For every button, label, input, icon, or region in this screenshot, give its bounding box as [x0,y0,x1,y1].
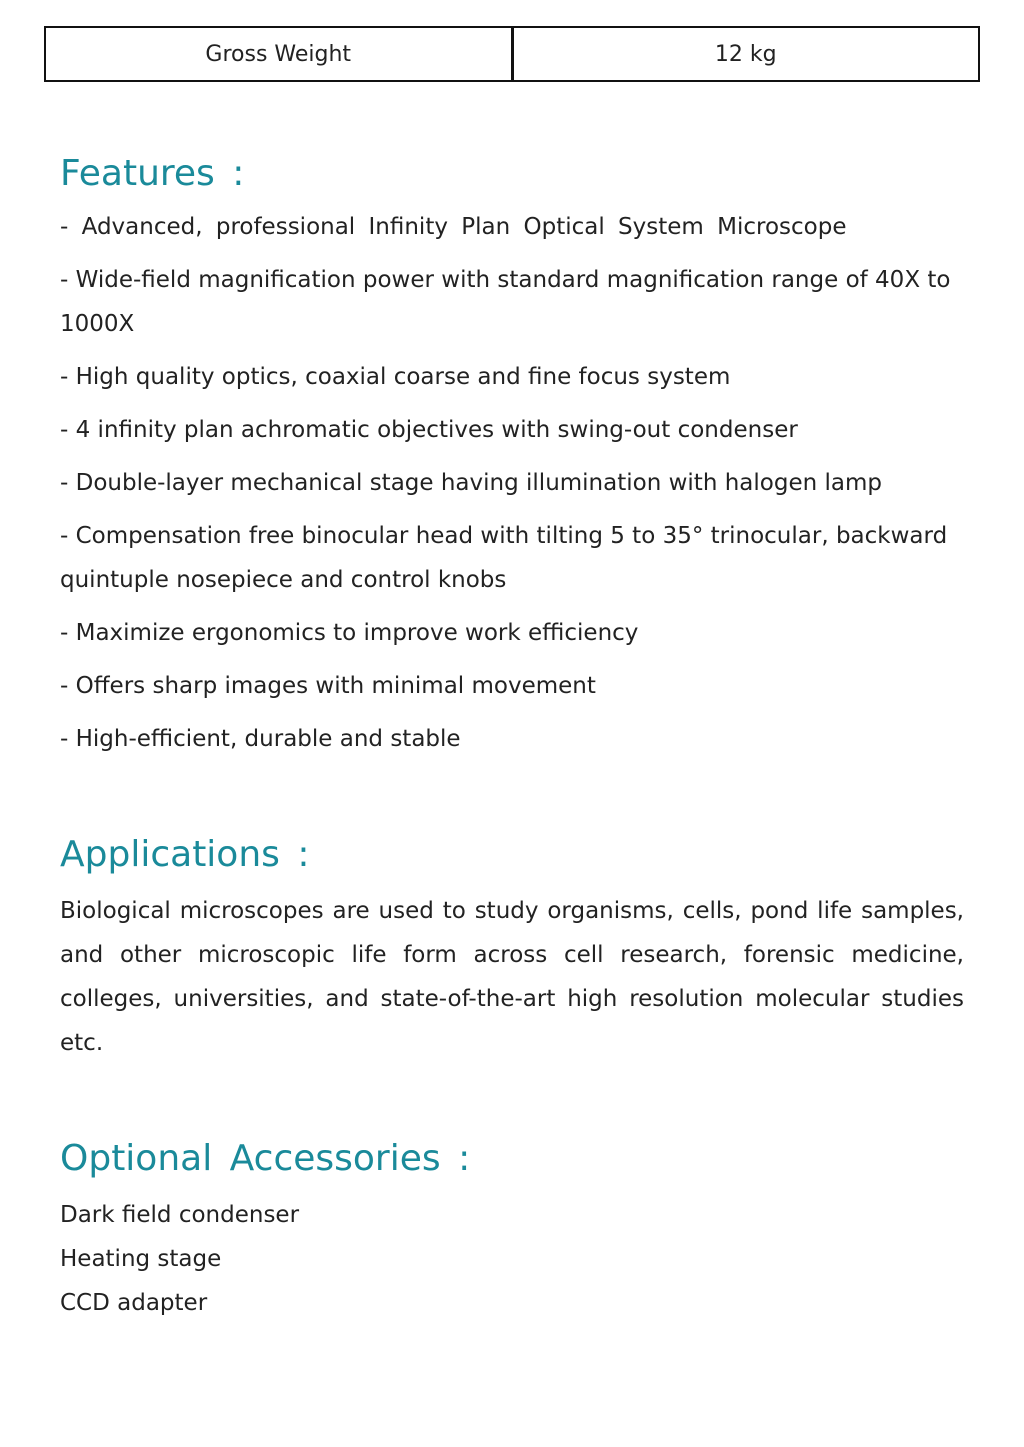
accessory-item: CCD adapter [60,1290,208,1316]
accessories-list [60,1193,964,1325]
applications-heading: Applications : [60,834,310,875]
applications-paragraph: Biological microscopes are used to study organisms, cells, pond life samples, and other microscopic life form across cell research, forensic medicine, colleges, universities, and state-of-the-art high resolution molecular studies etc. [60,898,964,1056]
features-section [60,152,964,761]
feature-item: - 4 infinity plan achromatic objectives with swing-out condenser [60,417,798,443]
applications-section [60,833,964,1065]
spec-table [44,26,980,82]
feature-item: - High-efficient, durable and stable [60,726,461,752]
feature-item: - Wide-field magnification power with standard magnification range of 40X to 1000X [60,267,951,337]
spec-label-cell: Gross Weight [205,41,352,67]
feature-item: - High quality optics, coaxial coarse and fine focus system [60,364,731,390]
accessory-item: Heating stage [60,1246,222,1272]
feature-item: - Offers sharp images with minimal movement [60,673,596,699]
accessories-section [60,1137,964,1325]
features-heading: Features : [60,153,245,194]
feature-item: - Compensation free binocular head with tilting 5 to 35° trinocular, backward quintuple nosepiece and control knobs [60,523,948,593]
feature-item: - Double-layer mechanical stage having illumination with halogen lamp [60,470,882,496]
spec-value-cell: 12 kg [511,28,979,80]
accessories-heading: Optional Accessories : [60,1138,471,1179]
feature-item: - Maximize ergonomics to improve work efficiency [60,620,639,646]
features-list [60,205,964,761]
accessory-item: Dark field condenser [60,1202,300,1228]
feature-item: - Advanced, professional Infinity Plan Optical System Microscope [60,214,847,240]
